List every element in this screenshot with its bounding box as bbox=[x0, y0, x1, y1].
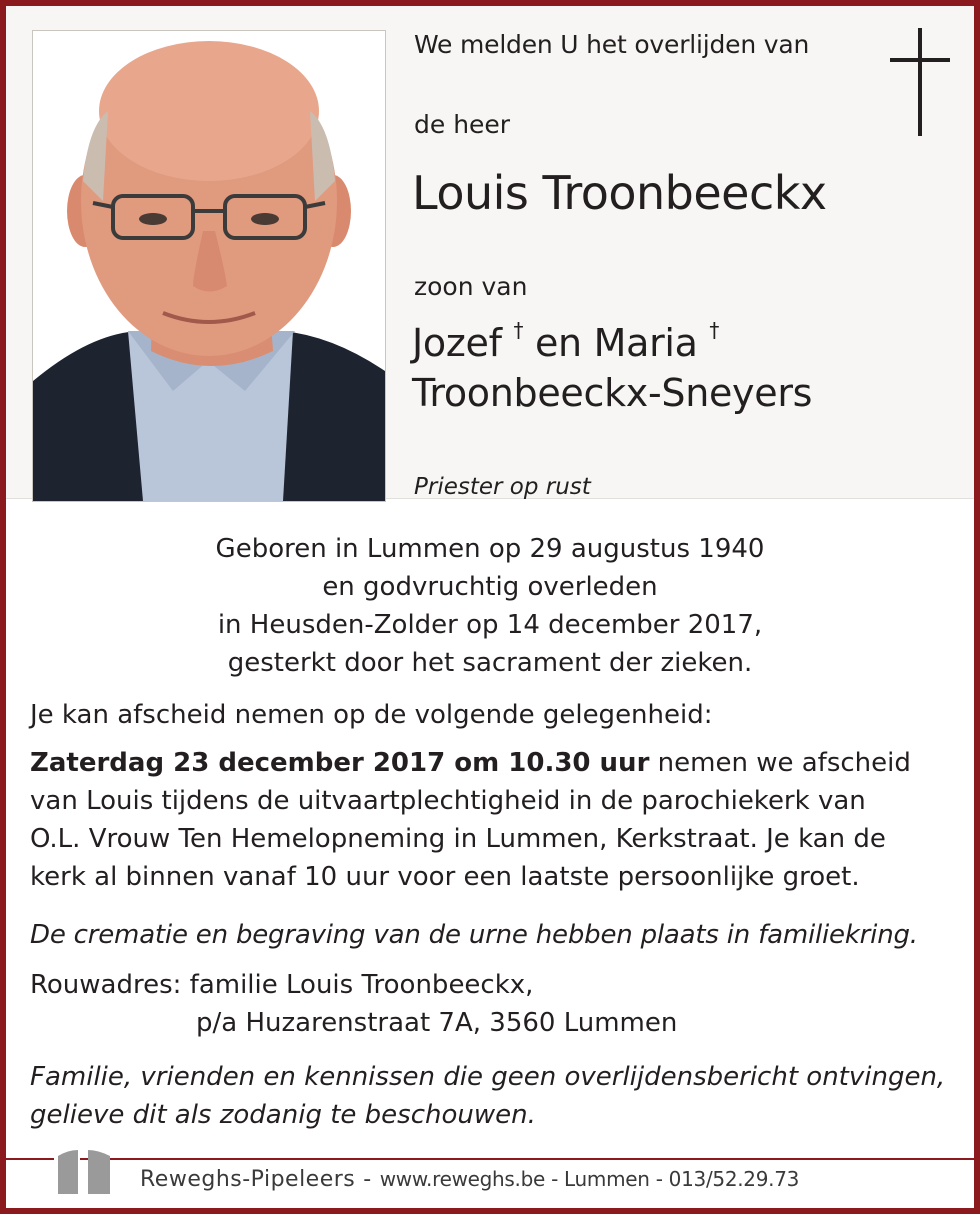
family-name: Troonbeeckx-Sneyers bbox=[412, 371, 813, 415]
farewell-text: Je kan afscheid nemen op de volgende gelegenheid: bbox=[30, 700, 713, 730]
son-of-label: zoon van bbox=[414, 272, 528, 301]
mother-name: Maria bbox=[593, 321, 698, 365]
company-details: www.reweghs.be - Lummen - 013/52.29.73 bbox=[379, 1167, 800, 1191]
address-block bbox=[30, 966, 960, 1042]
intro-text: We melden U het overlijden van bbox=[414, 30, 810, 59]
dagger-mother: † bbox=[709, 318, 720, 342]
footer-separator: - bbox=[363, 1167, 372, 1192]
father-name: Jozef bbox=[412, 321, 502, 365]
dagger-father: † bbox=[513, 318, 524, 342]
bio-line: en godvruchtig overleden bbox=[322, 572, 658, 602]
address-line-2: p/a Huzarenstraat 7A, 3560 Lummen bbox=[196, 1008, 678, 1038]
service-line-3: O.L. Vrouw Ten Hemelopneming in Lummen, Kerkstraat. Je kan de bbox=[30, 824, 886, 854]
service-line-1: nemen we afscheid bbox=[649, 748, 911, 778]
funeral-home-logo-icon bbox=[54, 1142, 116, 1196]
footer-contact bbox=[140, 1167, 799, 1192]
deceased-name: Louis Troonbeeckx bbox=[412, 166, 827, 220]
portrait-photo bbox=[32, 30, 386, 502]
service-line-2: van Louis tijdens de uitvaartplechtigheid in de parochiekerk van bbox=[30, 786, 866, 816]
cross-icon bbox=[890, 28, 952, 138]
service-line-4: kerk al binnen vanaf 10 uur voor een laatste persoonlijke groet. bbox=[30, 862, 860, 892]
service-datetime: Zaterdag 23 december 2017 om 10.30 uur bbox=[30, 748, 650, 778]
honorific: de heer bbox=[414, 110, 511, 139]
footer-divider bbox=[6, 1158, 974, 1160]
notice-line-2: gelieve dit als zodanig te beschouwen. bbox=[30, 1100, 536, 1130]
parents-names bbox=[412, 318, 720, 365]
notice-block bbox=[30, 1058, 960, 1134]
cremation-note: De crematie en begraving van de urne hebben plaats in familiekring. bbox=[30, 920, 918, 950]
bio-line: in Heusden-Zolder op 14 december 2017, bbox=[217, 610, 763, 640]
bio-line: gesterkt door het sacrament der zieken. bbox=[227, 648, 753, 678]
address-line-1: Rouwadres: familie Louis Troonbeeckx, bbox=[30, 970, 534, 1000]
company-name: Reweghs-Pipeleers bbox=[140, 1167, 356, 1192]
bio-line: Geboren in Lummen op 29 augustus 1940 bbox=[215, 534, 765, 564]
service-paragraph bbox=[30, 744, 960, 896]
conjunction: en bbox=[534, 321, 582, 365]
role-text: Priester op rust bbox=[414, 474, 591, 500]
portrait-illustration bbox=[33, 31, 385, 501]
bio-block bbox=[6, 530, 974, 682]
notice-line-1: Familie, vrienden en kennissen die geen overlijdensbericht ontvingen, bbox=[30, 1062, 946, 1092]
